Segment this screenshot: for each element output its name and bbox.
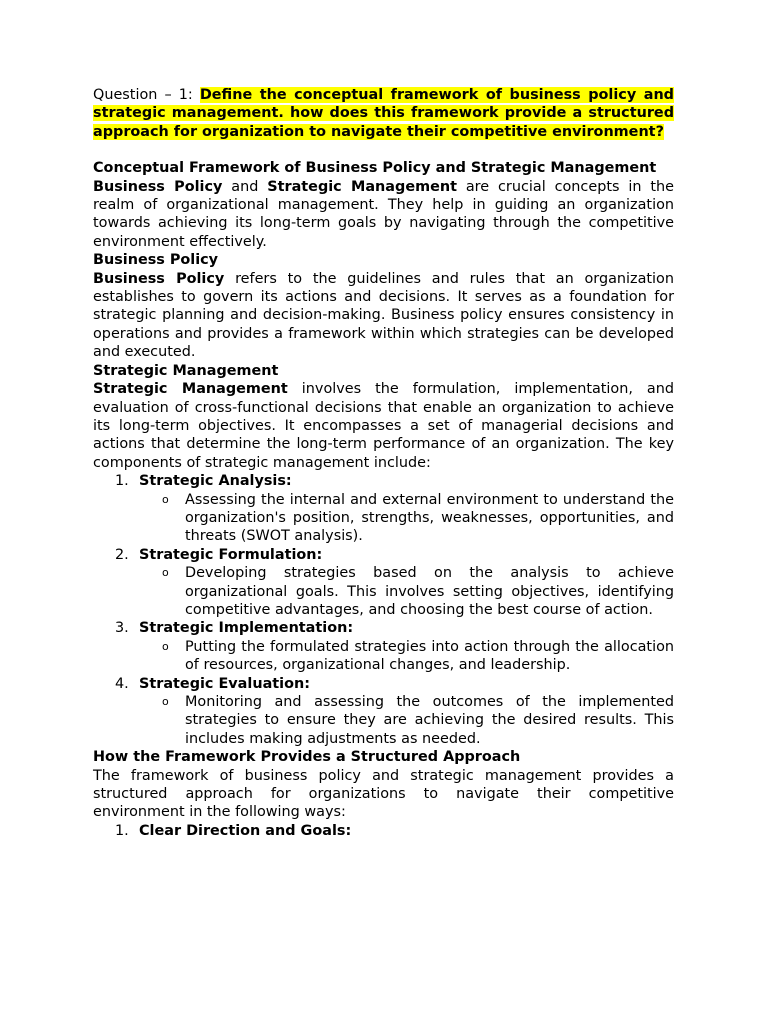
component-item-3: [93, 619, 674, 637]
question-text-highlighted: Define the conceptual framework of business policy and strategic management. how does this framework provide a structured approach for organization to navigate their competitive environment?: [93, 87, 674, 140]
framework-item-1: [93, 822, 674, 840]
component-title: Strategic Analysis:: [139, 473, 292, 490]
intro-and: and: [222, 178, 268, 195]
document-body: [93, 86, 674, 840]
component-item-1: [93, 472, 674, 490]
business-policy-paragraph: [93, 270, 674, 362]
components-list: [93, 472, 674, 748]
intro-term-business-policy: Business Policy: [93, 178, 223, 195]
intro-term-strategic-management: Strategic Management: [267, 178, 457, 195]
component-title: Strategic Formulation:: [139, 546, 323, 563]
list-number: 4.: [115, 675, 129, 692]
business-policy-heading: Business Policy: [93, 252, 219, 269]
framework-paragraph: The framework of business policy and strategic management provides a structured approach for organizations to navigate their competitive environment in the following ways:: [93, 767, 674, 821]
list-number: 3.: [115, 620, 129, 637]
component-title: Strategic Implementation:: [139, 620, 354, 637]
list-number: 1.: [115, 822, 129, 839]
framework-item-title: Clear Direction and Goals:: [139, 822, 352, 839]
framework-list: [93, 822, 674, 840]
component-detail-4: [93, 693, 674, 748]
strategic-management-term: Strategic Management: [93, 381, 288, 398]
intro-paragraph: [93, 178, 674, 252]
component-item-2: [93, 546, 674, 564]
circle-bullet-icon: o: [162, 695, 169, 708]
component-detail-text: Putting the formulated strategies into action through the allocation of resources, organizational changes, and leadership.: [185, 638, 674, 674]
component-title: Strategic Evaluation:: [139, 675, 310, 692]
component-detail-text: Developing strategies based on the analysis to achieve organizational goals. This involves setting objectives, identifying competitive advantages, and choosing the best course of action.: [185, 565, 674, 618]
component-detail-2: [93, 564, 674, 619]
question-paragraph: [93, 86, 674, 141]
component-detail-text: Monitoring and assessing the outcomes of the implemented strategies to ensure they are achieving the desired results. This includes making adjustments as needed.: [185, 694, 674, 747]
component-detail-3: [93, 638, 674, 675]
question-label: Question – 1:: [93, 87, 200, 103]
business-policy-text: refers to the guidelines and rules that an organization establishes to govern its actions and decisions. It serves as a foundation for strategic planning and decision-making. Business policy ensures consistency in operations and provides a framework within which strategies can be developed and executed.: [93, 270, 674, 361]
component-detail-text: Assessing the internal and external environment to understand the organization's position, strengths, weaknesses, opportunities, and threats (SWOT analysis).: [185, 491, 674, 545]
business-policy-term: Business Policy: [93, 270, 225, 287]
strategic-management-paragraph: [93, 380, 674, 472]
section-title: Conceptual Framework of Business Policy and Strategic Management: [93, 160, 657, 177]
list-number: 1.: [115, 473, 129, 490]
intro-text: are crucial concepts in the realm of organizational management. They help in guiding an organization towards achieving its long-term goals by navigating through the competitive environment effectively.: [93, 178, 674, 250]
circle-bullet-icon: o: [162, 639, 169, 653]
list-number: 2.: [115, 546, 129, 563]
circle-bullet-icon: o: [162, 492, 169, 506]
component-detail-1: [93, 491, 674, 546]
component-item-4: [93, 675, 674, 693]
strategic-management-text: involves the formulation, implementation, and evaluation of cross-functional decisions that enable an organization to achieve its long-term objectives. It encompasses a set of managerial decisions and actions that determine the long-term performance of an organization. The key components of strategic management include:: [93, 381, 674, 471]
framework-heading: How the Framework Provides a Structured Approach: [93, 749, 521, 766]
strategic-management-heading: Strategic Management: [93, 362, 279, 379]
circle-bullet-icon: o: [162, 566, 169, 580]
